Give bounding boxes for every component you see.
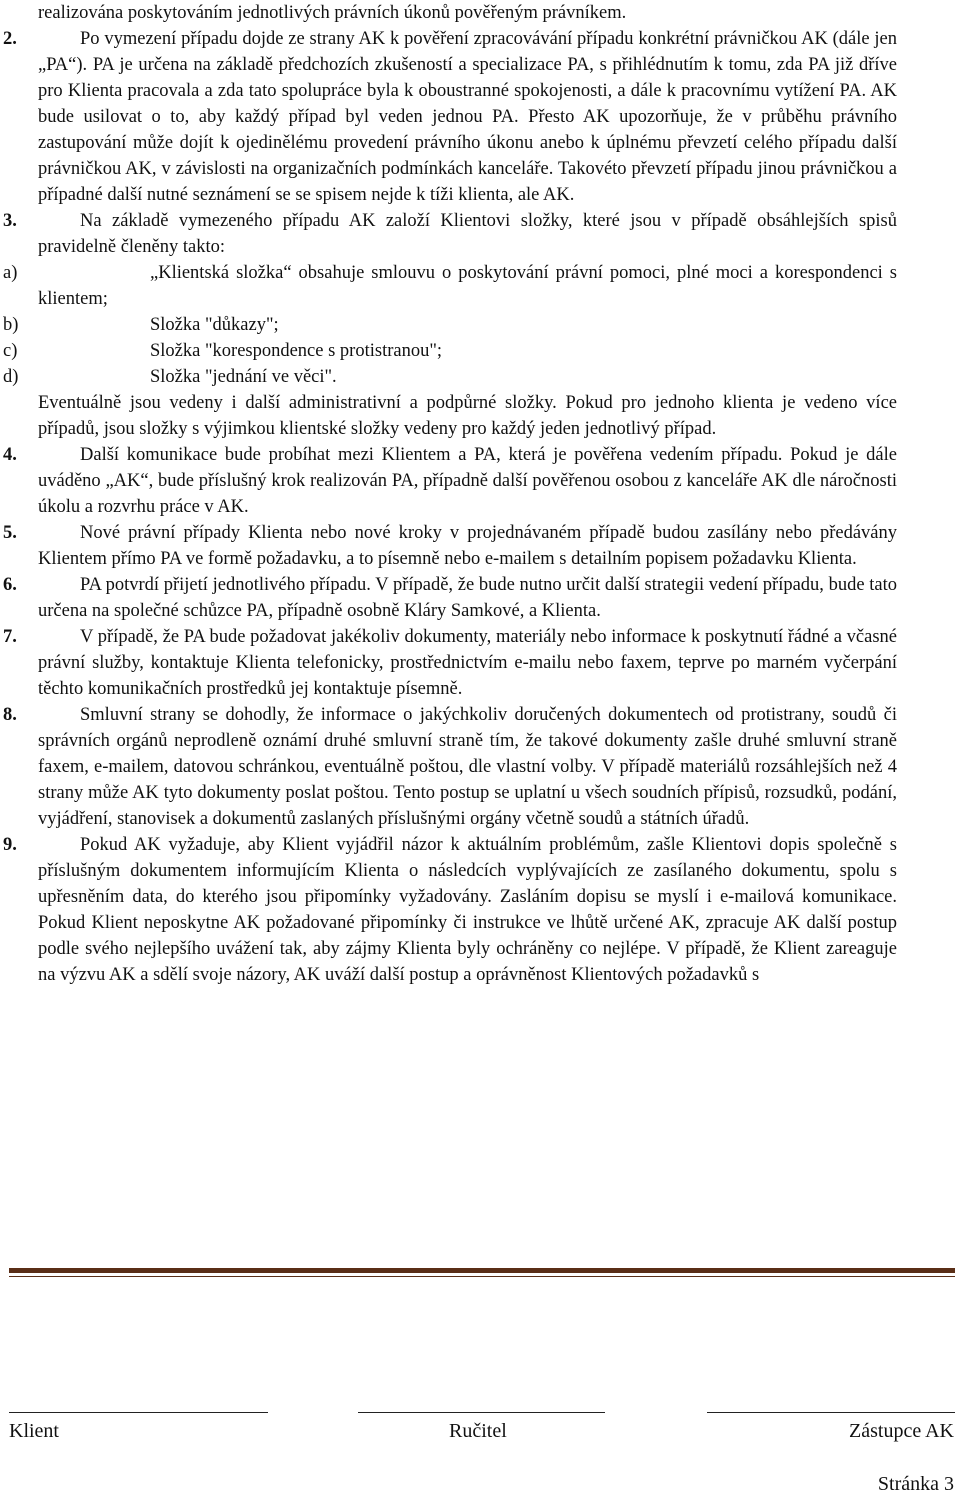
list-item-2 xyxy=(0,26,960,208)
opening-line: realizována poskytováním jednotlivých právních úkonů pověřeným právníkem. xyxy=(38,3,627,23)
sub-item-d xyxy=(0,364,960,390)
list-item-5 xyxy=(0,520,960,572)
item-text: Smluvní strany se dohodly, že informace o jakýchkoliv doručených dokumentech od protistrany, soudů či správních orgánů neprodleně oznámí druhé smluvní straně tím, že takové dokumenty zašle druhé smluvní straně faxem, e-mailem, datovou schránkou, eventuálně poštou, dle vlastní volby. V případě materiálů rozsáhlejších než 4 strany může AK tyto dokumenty poslat poštou. Tento postup se uplatní u všech soudních přípisů, rozsudků, podání, vyjádření, stanovisek a dokumentů zaslaných příslušnými orgány včetně soudů a státních úřadů. xyxy=(38,705,897,829)
item-number: 8. xyxy=(3,705,17,725)
signature-line-guarantor xyxy=(358,1412,605,1413)
item-text: Po vymezení případu dojde ze strany AK k pověření zpracovávání případu konkrétní právničkou AK (dále jen „PA“). PA je určena na základě předchozích zkušeností a specializace PA, s přihlédnutím k tomu, zda PA již dříve pro Klienta pracovala a zda tato spolupráce byla k oboustranné spokojenosti, a dále k pracovnímu vytížení PA. AK bude usilovat o to, aby každý případ byl veden jednou PA. Přesto AK upozorňuje, že v průběhu právního zastupování může dojít k ojedinělému provedení právního úkonu anebo k úplnému převzetí celého případu další právničkou AK, v závislosti na organizačních podmínkách kanceláře. Takovéto převzetí případu jinou právničkou a případné další nutné seznámení se se spisem nejde k tíži klienta, ale AK. xyxy=(38,29,897,205)
list-item-7 xyxy=(0,624,960,702)
item-number: 5. xyxy=(3,523,17,543)
sub-item-b xyxy=(0,312,960,338)
signature-label-representative: Zástupce AK xyxy=(849,1420,954,1442)
signature-label-client: Klient xyxy=(9,1420,59,1442)
opening-paragraph xyxy=(0,0,960,26)
item-text: PA potvrdí přijetí jednotlivého případu. V případě, že bude nutno určit další strategii vedení případu, bude tato určena na společné schůzce PA, případně osobně Kláry Samkové, a Klienta. xyxy=(38,575,897,621)
sub-item-text: „Klientská složka“ obsahuje smlouvu o poskytování právní pomoci, plné moci a korespondenci s klientem; xyxy=(38,263,897,309)
item-number: 2. xyxy=(3,29,17,49)
item-number: 4. xyxy=(3,445,17,465)
footer-divider-thick xyxy=(9,1268,955,1273)
sub-item-c xyxy=(0,338,960,364)
after-subitems-text: Eventuálně jsou vedeny i další administrativní a podpůrné složky. Pokud pro jednoho klienta je vedeno více případů, jsou složky s výjimkou klientské složky vedeny pro každý jeden jednotlivý případ. xyxy=(38,393,897,439)
list-item-4 xyxy=(0,442,960,520)
sub-item-text: Složka "důkazy"; xyxy=(150,315,279,335)
sub-item-letter: c) xyxy=(3,341,18,361)
footer-divider-thin xyxy=(9,1276,955,1277)
item-text: V případě, že PA bude požadovat jakékoliv dokumenty, materiály nebo informace k poskytnutí řádné a včasné právní služby, kontaktuje Klienta telefonicky, prostřednictvím e-mailu nebo faxem, teprve po marném vyčerpání těchto komunikačních prostředků jej kontaktuje písemně. xyxy=(38,627,897,699)
page-number: Stránka 3 xyxy=(877,1473,954,1495)
item-number: 9. xyxy=(3,835,17,855)
item-text: Nové právní případy Klienta nebo nové kroky v projednávaném případě budou zasílány nebo předávány Klientem přímo PA ve formě požadavku, a to písemně nebo e-mailem s detailním popisem požadavku Klienta. xyxy=(38,523,897,569)
list-item-3 xyxy=(0,208,960,260)
signature-line-client xyxy=(9,1412,268,1413)
sub-item-a xyxy=(0,260,960,312)
after-subitems-paragraph xyxy=(0,390,960,442)
sub-item-text: Složka "jednání ve věci". xyxy=(150,367,337,387)
item-number: 7. xyxy=(3,627,17,647)
item-text: Na základě vymezeného případu AK založí Klientovi složky, které jsou v případě obsáhlejších spisů pravidelně členěny takto: xyxy=(38,211,897,257)
sub-item-letter: b) xyxy=(3,315,19,335)
item-text: Pokud AK vyžaduje, aby Klient vyjádřil názor k aktuálním problémům, zašle Klientovi dopis společně s příslušným dokumentem informujícím Klienta o následcích vyplývajících ze zasílaného dokumentu, spolu s upřesněním data, do kterého jsou připomínky vyžadovány. Zasláním dopisu se myslí i e-mailová komunikace. Pokud Klient neposkytne AK požadované připomínky či instrukce ve lhůtě určené AK, zpracuje AK další postup podle svého nejlepšího uvážení tak, aby zájmy Klienta byly ochráněny co nejlépe. V případě, že Klient zareaguje na výzvu AK a sdělí svoje názory, AK uváží další postup a oprávněnost Klientových požadavků s xyxy=(38,835,897,985)
sub-item-letter: d) xyxy=(3,367,19,387)
item-number: 3. xyxy=(3,211,17,231)
signature-label-guarantor: Ručitel xyxy=(449,1420,507,1442)
sub-item-text: Složka "korespondence s protistranou"; xyxy=(150,341,443,361)
list-item-6 xyxy=(0,572,960,624)
item-text: Další komunikace bude probíhat mezi Klientem a PA, která je pověřena vedením případu. Pokud je dále uváděno „AK“, bude příslušný krok realizován PA, případně další pověřenou osobou z kanceláře AK dle náročnosti úkolu a rozvrhu práce v AK. xyxy=(38,445,897,517)
sub-item-letter: a) xyxy=(3,263,18,283)
list-item-8 xyxy=(0,702,960,832)
signature-line-representative xyxy=(707,1412,955,1413)
list-item-9 xyxy=(0,832,960,988)
item-number: 6. xyxy=(3,575,17,595)
